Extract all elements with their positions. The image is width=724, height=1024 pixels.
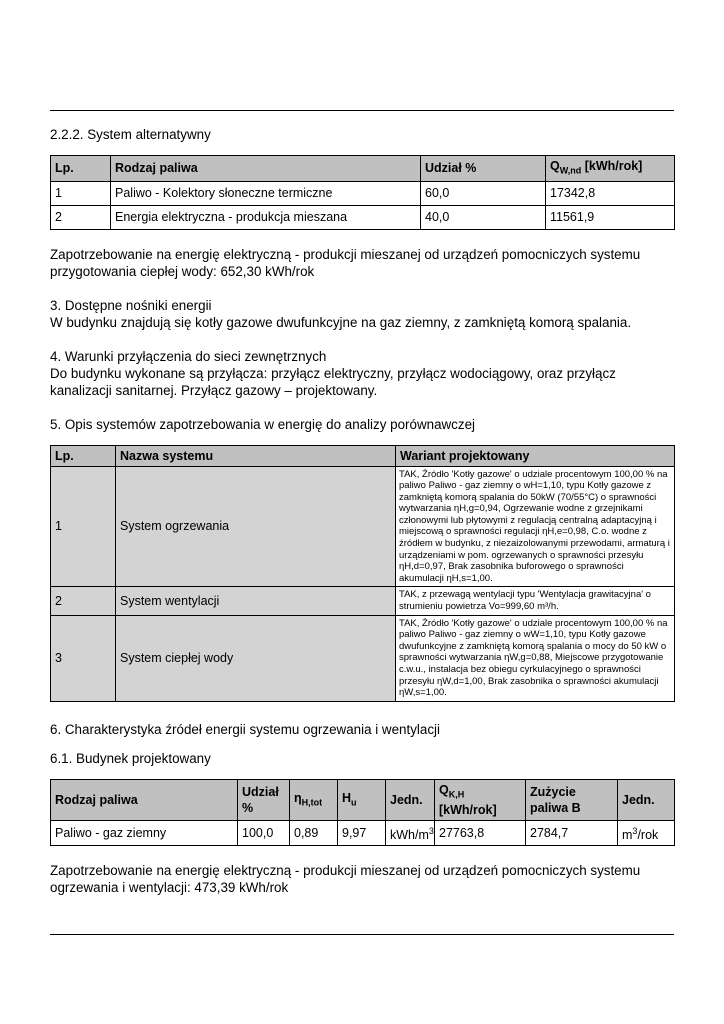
cell-lp: 3	[51, 615, 116, 701]
header-lp: Lp.	[51, 445, 116, 466]
cell-lp: 1	[51, 181, 111, 205]
header-udzial: Udział %	[238, 779, 290, 821]
section-3-body: W budynku znajdują się kotły gazowe dwufunkcyjne na gaz ziemny, z zamkniętą komorą spalania.	[50, 314, 632, 330]
header-wariant: Wariant projektowany	[396, 445, 675, 466]
section-4-body: Do budynku wykonane są przyłącza: przyłącz elektryczny, przyłącz wodociągowy, oraz przyłącz kanalizacji sanitarnej. Przyłącz gazowy – projektowany.	[50, 365, 616, 398]
cell-variant-description: TAK, z przewagą wentylacji typu 'Wentylacja grawitacyjna' o strumieniu powietrza Vo=999,60 m³/h.	[396, 587, 675, 615]
note-hot-water-aux-energy: Zapotrzebowanie na energię elektryczną - produkcji mieszanej od urządzeń pomocniczych systemu przygotowania ciepłej wody: 652,30 kWh/rok	[50, 246, 641, 279]
table-header-row	[51, 779, 675, 821]
header-lp: Lp.	[51, 156, 111, 182]
cell-system-name: System wentylacji	[116, 587, 396, 615]
section-heading-5: 5. Opis systemów zapotrzebowania w energię do analizy porównawczej	[50, 416, 475, 432]
header-eta-htot: $\eta_{H,tot}$	[290, 779, 338, 821]
cell-fuel: Paliwo - Kolektory słoneczne termiczne	[111, 181, 421, 205]
document-page	[50, 110, 674, 896]
cell-share: 60,0	[421, 181, 546, 205]
header-qwnd: $Q_{W,nd}$ [kWh/rok]	[546, 156, 675, 182]
cell-lp: 2	[51, 205, 111, 229]
cell-unit-2: $m^3$/rok	[618, 821, 675, 846]
table-header-row	[51, 445, 675, 466]
table-header-row	[51, 156, 675, 182]
section-heading-2-2-2: 2.2.2. System alternatywny	[50, 127, 211, 142]
cell-variant-description: TAK, Źródło 'Kotły gazowe' o udziale procentowym 100,00 % na paliwo Paliwo - gaz ziemny o wW=1,10, typu Kotły gazowe dwufunkcyjne z zamkniętą komorą spalania o mocy do 50 kW o sprawności wytwarzania ηW,g=0,88, Miejscowe przygotowanie c.w.u., instalacja bez obiegu cyrkulacyjnego o sprawności przesyłu ηW,d=1,00, Brak zasobnika o sprawności akumulacji ηW,s=1,00.	[396, 615, 675, 701]
cell-hu: 9,97	[338, 821, 386, 846]
cell-fuel: Energia elektryczna - produkcja mieszana	[111, 205, 421, 229]
cell-fuel-use: 2784,7	[526, 821, 618, 846]
cell-lp: 1	[51, 466, 116, 587]
section-heading-6-1: 6.1. Budynek projektowany	[50, 750, 211, 766]
cell-share: 100,0	[238, 821, 290, 846]
header-hu: $H_u$	[338, 779, 386, 821]
section-3	[50, 297, 674, 331]
section-heading-6: 6. Charakterystyka źródeł energii systemu ogrzewania i wentylacji	[50, 721, 440, 737]
table-row	[51, 181, 675, 205]
header-rodzaj-paliwa: Rodzaj paliwa	[51, 779, 238, 821]
table-row-heating	[51, 466, 675, 587]
cell-lp: 2	[51, 587, 116, 615]
bottom-horizontal-rule	[50, 934, 674, 935]
note-heating-ventilation-aux-energy: Zapotrzebowanie na energię elektryczną - produkcji mieszanej od urządzeń pomocniczych systemu ogrzewania i wentylacji: 473,39 kWh/rok	[50, 863, 641, 896]
cell-variant-description: TAK, Źródło 'Kotły gazowe' o udziale procentowym 100,00 % na paliwo Paliwo - gaz ziemny o wH=1,10, typu Kotły gazowe z zamkniętą komorą spalania do 50kW (70/55°C) o sprawności wytwarzania ηH,g=0,94, Ogrzewanie wodne z grzejnikami członowymi lub płytowymi z regulacją centralną adaptacyjną i miejscową o sprawności regulacji ηH,e=0,98, C.o. wodne z źródłem w budynku, z niezaizolowanymi przewodami, armaturą i urządzeniami w pom. ogrzewanych o sprawności przesyłu ηH,d=0,97, Brak zasobnika buforowego o sprawności akumulacji ηH,s=1,00.	[396, 466, 675, 587]
header-jedn-1: Jedn.	[386, 779, 435, 821]
cell-qkh: 27763,8	[435, 821, 526, 846]
table-row	[51, 205, 675, 229]
section-heading-4: 4. Warunki przyłączenia do sieci zewnętrznych	[50, 348, 327, 364]
header-jedn-2: Jedn.	[618, 779, 675, 821]
cell-q: 17342,8	[546, 181, 675, 205]
cell-eta: 0,89	[290, 821, 338, 846]
header-nazwa-systemu: Nazwa systemu	[116, 445, 396, 466]
header-udzial: Udział %	[421, 156, 546, 182]
table-row-ventilation	[51, 587, 675, 615]
table-row-hot-water	[51, 615, 675, 701]
section-heading-3: 3. Dostępne nośniki energii	[50, 297, 212, 313]
alternative-system-table	[50, 155, 675, 230]
header-qkh: $Q_{K,H}$ [kWh/rok]	[435, 779, 526, 821]
section-4	[50, 348, 674, 399]
cell-fuel: Paliwo - gaz ziemny	[51, 821, 238, 846]
header-rodzaj-paliwa: Rodzaj paliwa	[111, 156, 421, 182]
systems-comparison-table	[50, 445, 675, 702]
cell-unit-1: kWh/$m^3$	[386, 821, 435, 846]
header-zuzycie-paliwa: Zużycie paliwa B	[526, 779, 618, 821]
table-row	[51, 821, 675, 846]
cell-system-name: System ogrzewania	[116, 466, 396, 587]
cell-q: 11561,9	[546, 205, 675, 229]
cell-system-name: System ciepłej wody	[116, 615, 396, 701]
cell-share: 40,0	[421, 205, 546, 229]
projected-building-fuel-table	[50, 779, 675, 847]
